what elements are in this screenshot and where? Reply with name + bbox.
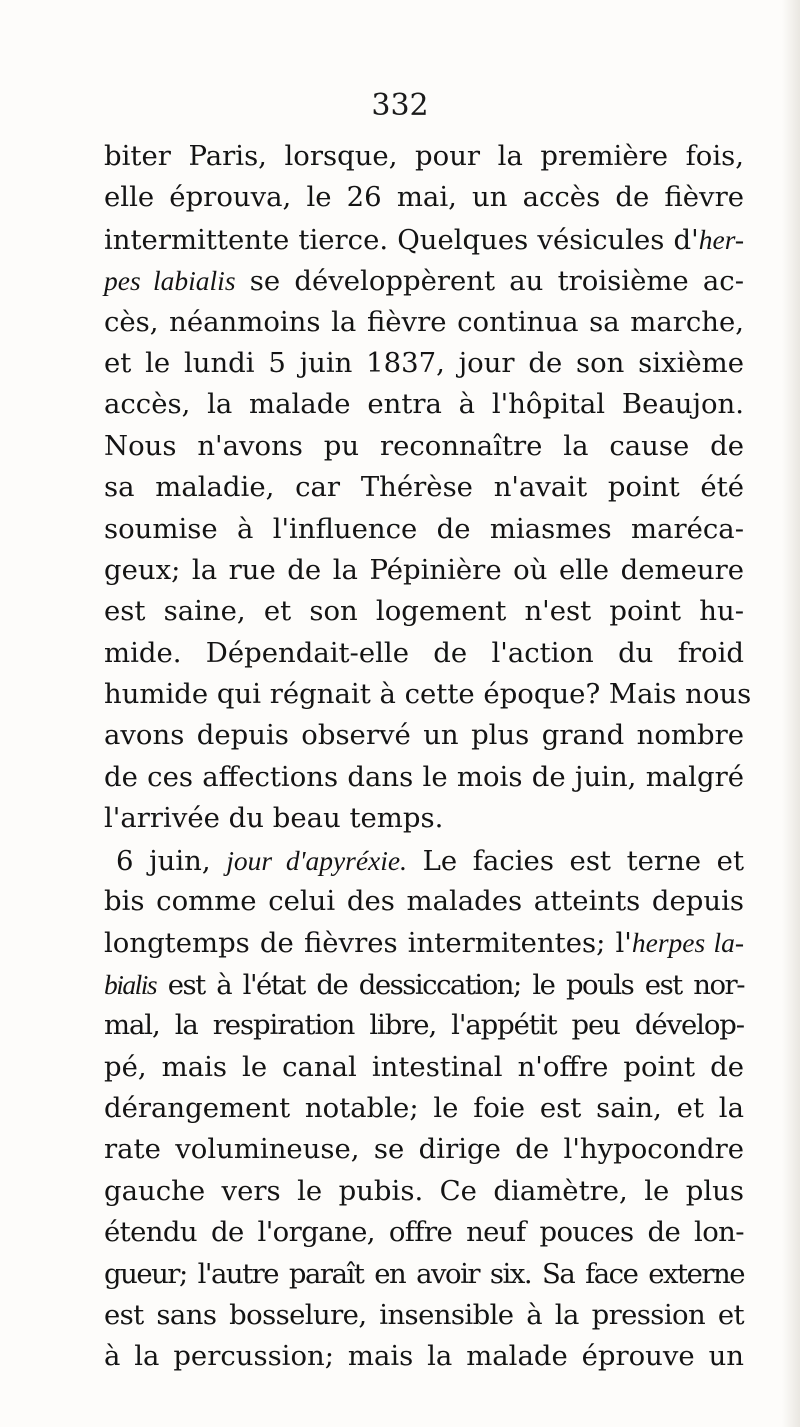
text-line — [104, 467, 744, 508]
text-line — [104, 1129, 744, 1170]
text-line — [104, 881, 744, 922]
text-segment: de ces affections dans le mois de juin, malgré — [104, 760, 744, 793]
text-line — [104, 260, 744, 301]
text-line — [104, 1088, 744, 1129]
text-segment: est à l'état de dessiccation; le pouls est nor- — [156, 968, 744, 1001]
text-line — [104, 757, 744, 798]
text-line — [104, 1212, 744, 1253]
text-segment: l'arrivée du beau temps. — [104, 802, 444, 835]
text-line — [104, 922, 744, 963]
text-line — [104, 1047, 744, 1088]
text-line — [104, 1336, 744, 1377]
body-text — [104, 136, 752, 1378]
italic-text: pes labialis — [104, 265, 236, 297]
text-segment: intermittente tierce. Quelques vésicules d' — [104, 223, 699, 256]
text-segment: geux; la rue de la Pépinière où elle demeure — [104, 553, 744, 586]
text-line — [104, 715, 744, 756]
text-line — [104, 1254, 744, 1295]
text-segment: dérangement notable; le foie est sain, et la — [104, 1091, 744, 1124]
text-segment: gauche vers le pubis. Ce diamètre, le plus — [104, 1174, 744, 1207]
text-segment: et le lundi 5 juin 1837, jour de son sixième — [104, 346, 744, 379]
text-segment: à la percussion; mais la malade éprouve un — [104, 1340, 744, 1373]
text-segment: soumise à l'influence de miasmes maréca- — [104, 512, 744, 545]
text-line — [104, 302, 744, 343]
italic-text: jour d'apyréxie. — [226, 844, 407, 876]
text-segment: longtemps de fièvres intermitentes; l' — [104, 927, 632, 960]
text-segment: Nous n'avons pu reconnaître la cause de — [104, 429, 744, 462]
text-segment: Le facies est terne et — [407, 844, 745, 877]
text-line — [104, 550, 744, 591]
text-segment: humide qui régnait à cette époque? Mais nous — [104, 678, 752, 711]
text-line — [104, 798, 744, 839]
text-segment: bis comme celui des malades atteints depuis — [104, 885, 744, 918]
text-segment: étendu de l'organe, offre neuf pouces de lon- — [104, 1216, 744, 1249]
text-line — [104, 1005, 744, 1046]
text-segment: biter Paris, lorsque, pour la première fois, — [104, 140, 744, 172]
text-line — [104, 136, 744, 177]
page-edge-shadow — [782, 0, 800, 1427]
text-segment: est sans bosselure, insensible à la pression et — [104, 1298, 744, 1331]
text-segment: se développèrent au troisième ac- — [235, 265, 745, 298]
text-line — [104, 964, 744, 1005]
text-line — [104, 633, 744, 674]
text-line — [104, 591, 744, 632]
italic-text: herpes la- — [631, 927, 744, 959]
text-segment: avons depuis observé un plus grand nombre — [104, 719, 744, 752]
text-segment: est saine, et son logement n'est point hu- — [104, 595, 744, 628]
text-segment: rate volumineuse, se dirige de l'hypocondre — [104, 1133, 744, 1166]
text-segment: cès, néanmoins la fièvre continua sa marche, — [104, 305, 744, 338]
text-line — [104, 343, 744, 384]
text-line — [104, 509, 744, 550]
text-segment: elle éprouva, le 26 mai, un accès de fièvre — [104, 181, 744, 214]
text-line — [104, 177, 744, 218]
text-line — [104, 1171, 744, 1212]
text-line — [104, 426, 744, 467]
text-line — [104, 1295, 744, 1336]
italic-text: bialis — [104, 968, 157, 1000]
text-line — [104, 384, 744, 425]
text-line — [104, 219, 744, 260]
text-segment: sa maladie, car Thérèse n'avait point été — [104, 471, 744, 504]
page-number: 332 — [371, 88, 429, 123]
text-line — [104, 674, 752, 715]
text-segment: 6 juin, — [116, 844, 227, 877]
text-segment: mide. Dépendait-elle de l'action du froid — [104, 636, 744, 669]
text-line — [104, 840, 744, 881]
text-segment: gueur; l'autre paraît en avoir six. Sa face externe — [104, 1257, 744, 1290]
italic-text: her- — [698, 223, 744, 255]
text-segment: pé, mais le canal intestinal n'offre point de — [104, 1050, 744, 1083]
text-segment: accès, la malade entra à l'hôpital Beaujon. — [104, 388, 744, 421]
text-segment: mal, la respiration libre, l'appétit peu dévelop- — [104, 1009, 744, 1042]
